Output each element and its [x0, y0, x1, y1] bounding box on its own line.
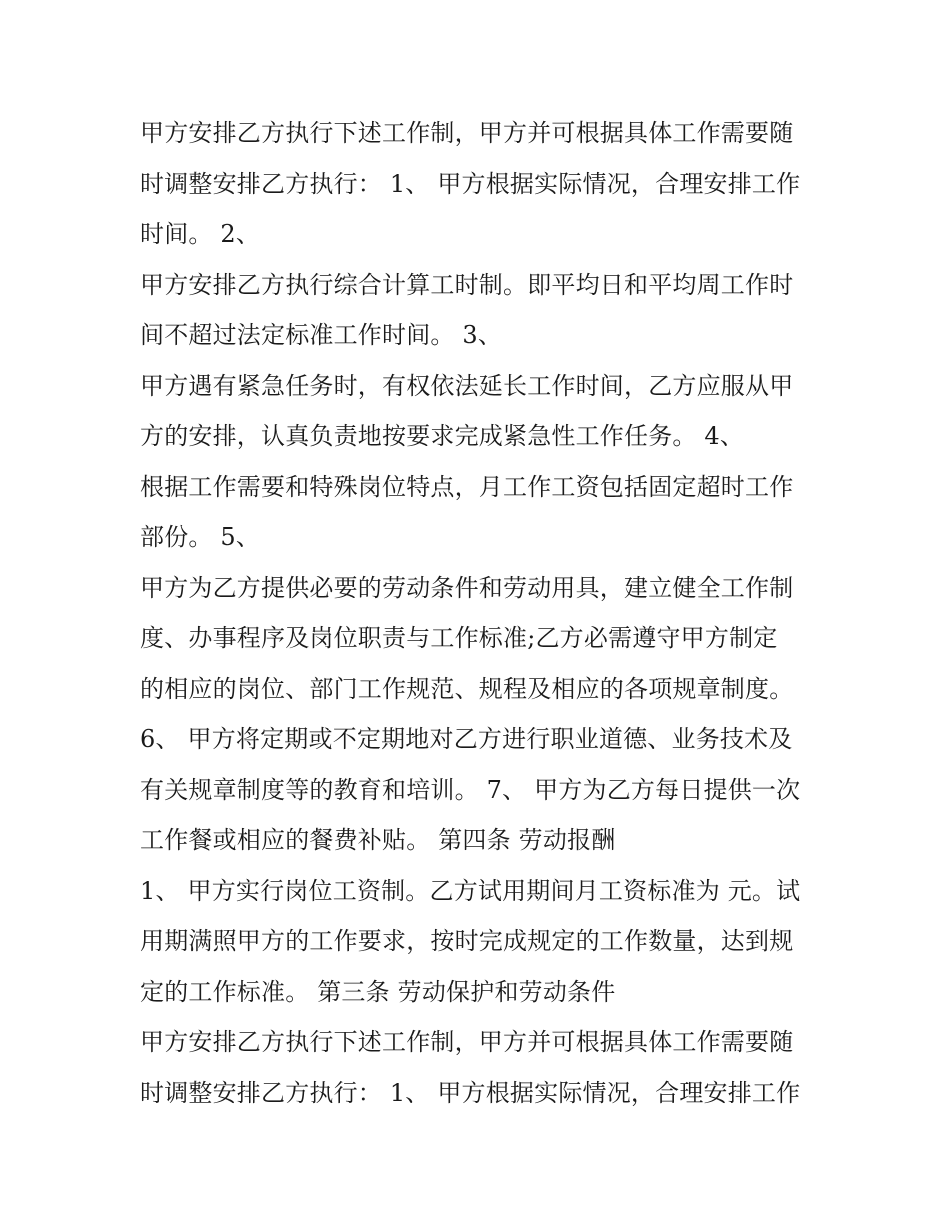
text-line: 的相应的岗位、部门工作规范、规程及相应的各项规章制度。	[140, 674, 794, 703]
text-line: 间不超过法定标准工作时间。 3、	[140, 321, 503, 349]
document-body	[140, 108, 820, 1118]
text-line: 6、 甲方将定期或不定期地对乙方进行职业道德、业务技术及	[140, 725, 793, 753]
text-line: 甲方遇有紧急任务时，有权依法延长工作时间，乙方应服从甲	[140, 371, 794, 400]
text-line: 时间。 2、	[140, 220, 261, 248]
text-line: 甲方安排乙方执行下述工作制，甲方并可根据具体工作需要随	[140, 119, 794, 147]
text-line: 方的安排，认真负责地按要求完成紧急性工作任务。 4、	[140, 422, 745, 450]
text-line: 时调整安排乙方执行： 1、 甲方根据实际情况，合理安排工作	[140, 169, 801, 198]
text-line: 根据工作需要和特殊岗位特点，月工作工资包括固定超时工作	[140, 472, 794, 501]
text-line: 用期满照甲方的工作要求，按时完成规定的工作数量，达到规	[140, 927, 794, 955]
text-line: 部份。 5、	[140, 523, 261, 551]
text-line: 时调整安排乙方执行： 1、 甲方根据实际情况，合理安排工作	[140, 1078, 801, 1107]
text-line: 工作餐或相应的餐费补贴。 第四条 劳动报酬	[140, 826, 616, 854]
text-line: 度、办事程序及岗位职责与工作标准;乙方必需遵守甲方制定	[140, 624, 778, 652]
text-line: 甲方为乙方提供必要的劳动条件和劳动用具，建立健全工作制	[140, 573, 794, 602]
text-line: 甲方安排乙方执行下述工作制，甲方并可根据具体工作需要随	[140, 1028, 794, 1056]
text-line: 1、 甲方实行岗位工资制。乙方试用期间月工资标准为 元。试	[140, 876, 801, 905]
text-line: 定的工作标准。 第三条 劳动保护和劳动条件	[140, 977, 616, 1006]
text-line: 甲方安排乙方执行综合计算工时制。即平均日和平均周工作时	[140, 270, 794, 299]
text-line: 有关规章制度等的教育和培训。 7、 甲方为乙方每日提供一次	[140, 775, 801, 804]
